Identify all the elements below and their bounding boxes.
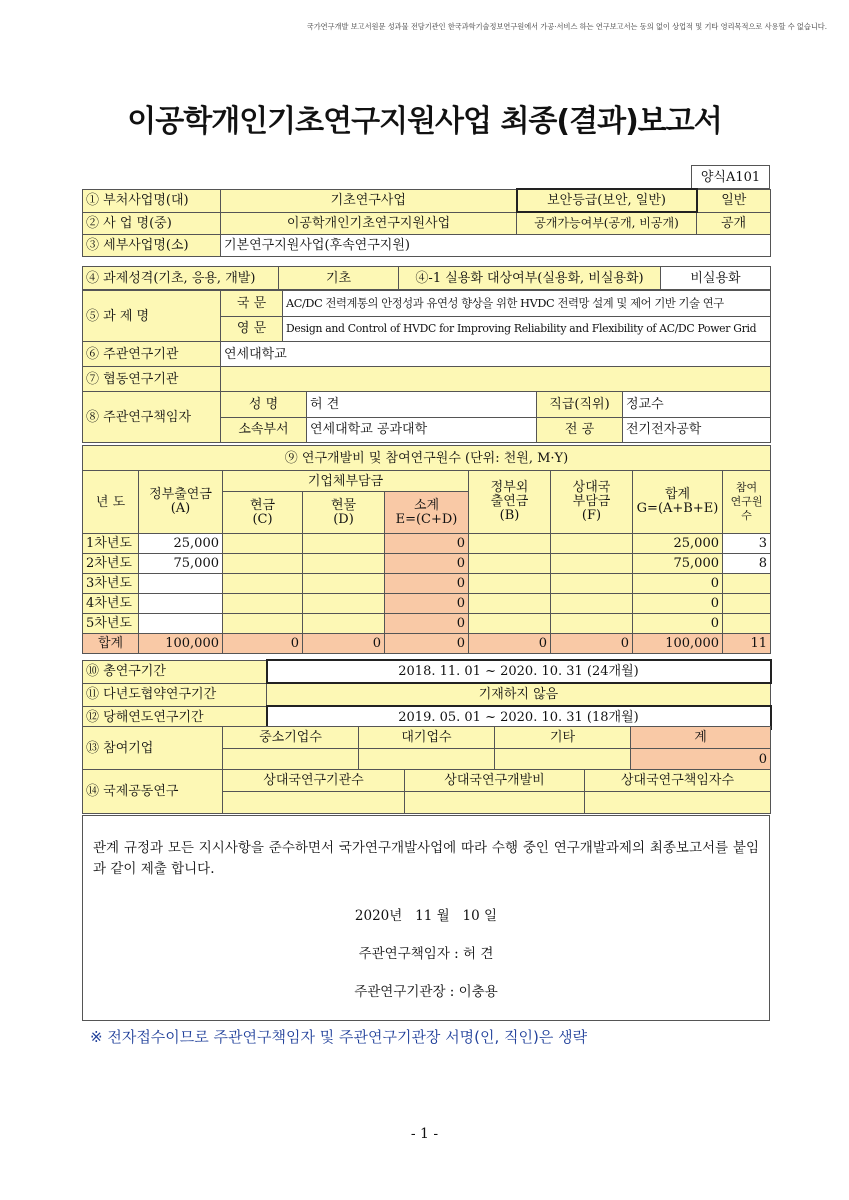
- project-type-value: 기초: [279, 267, 399, 290]
- col-sub: 소계 E=(C+D): [385, 492, 469, 534]
- declaration-text: 관계 규정과 모든 지시사항을 준수하면서 국가연구개발사업에 따라 수행 중인 연구개발과제의 최종보고서를 붙임과 같이 제출 합니다.: [93, 840, 759, 877]
- budget-cell-other: [469, 574, 551, 594]
- sme-label: 중소기업수: [223, 727, 359, 749]
- other-label: 기타: [495, 727, 631, 749]
- budget-cell-cash: [223, 614, 303, 634]
- companies-total-value: 0: [631, 749, 771, 771]
- budget-cell-gov: 100,000: [139, 634, 223, 654]
- budget-cell-cash: [223, 534, 303, 554]
- project-info-table: [82, 188, 771, 257]
- budget-cell-cash: [223, 574, 303, 594]
- commercialization-label: ④-1 실용화 대상여부(실용화, 비실용화): [399, 267, 661, 290]
- ministry-program-label: ① 부처사업명(대): [83, 189, 221, 212]
- budget-cell-staff: [723, 594, 771, 614]
- budget-cell-gov: [139, 574, 223, 594]
- pi-dept-label: 소속부서: [221, 417, 307, 443]
- security-value: 일반: [697, 189, 771, 212]
- pi-major-label: 전 공: [537, 417, 623, 443]
- budget-row: [83, 534, 771, 554]
- lead-institution-value: 연세대학교: [221, 342, 771, 367]
- budget-cell-kind: [303, 594, 385, 614]
- col-corp: 기업체부담금: [223, 471, 469, 492]
- companies-table: [82, 726, 771, 771]
- budget-cell-partner: [551, 574, 633, 594]
- col-year: 년 도: [83, 471, 139, 534]
- budget-cell-gov: 25,000: [139, 534, 223, 554]
- budget-cell-gov: [139, 614, 223, 634]
- intl-cost-label: 상대국연구개발비: [405, 770, 585, 792]
- multi-year-value: 기재하지 않음: [267, 683, 771, 706]
- budget-cell-cash: 0: [223, 634, 303, 654]
- budget-cell-sub: 0: [385, 614, 469, 634]
- disclosure-label: 공개가능여부(공개, 비공개): [517, 212, 697, 235]
- project-title-table: [82, 290, 771, 342]
- coop-institution-label: ⑦ 협동연구기관: [83, 367, 221, 392]
- english-title-label: 영 문: [221, 316, 283, 342]
- budget-table: [82, 445, 771, 654]
- declaration-date: 2020년 11 월 10 일: [354, 908, 498, 924]
- budget-cell-total: 0: [633, 574, 723, 594]
- project-type-table: [82, 266, 771, 290]
- budget-cell-year: 2차년도: [83, 554, 139, 574]
- korean-title-value: AC/DC 전력계통의 안정성과 유연성 향상을 위한 HVDC 전력망 설계 및 제어 기반 기술 연구: [283, 291, 771, 317]
- multi-year-label: ⑪ 다년도협약연구기간: [83, 683, 267, 706]
- budget-cell-kind: [303, 574, 385, 594]
- intl-inst-value: [223, 792, 405, 814]
- budget-cell-staff: [723, 614, 771, 634]
- budget-cell-year: 5차년도: [83, 614, 139, 634]
- budget-cell-other: [469, 554, 551, 574]
- korean-title-label: 국 문: [221, 291, 283, 317]
- budget-cell-gov: 75,000: [139, 554, 223, 574]
- budget-cell-sub: 0: [385, 554, 469, 574]
- budget-cell-sub: 0: [385, 594, 469, 614]
- budget-cell-total: 0: [633, 594, 723, 614]
- budget-cell-kind: [303, 534, 385, 554]
- page-number: - 1 -: [410, 1126, 439, 1142]
- current-period-label: ⑫ 당해연도연구기간: [83, 706, 267, 729]
- declaration-pi: 주관연구책임자 : 허 견: [358, 946, 494, 962]
- large-value: [359, 749, 495, 771]
- col-staff: 참여 연구원수: [723, 471, 771, 534]
- budget-cell-kind: 0: [303, 634, 385, 654]
- pi-position-value: 정교수: [623, 392, 771, 418]
- sme-value: [223, 749, 359, 771]
- col-total: 합계 G=(A+B+E): [633, 471, 723, 534]
- pi-label: ⑧ 주관연구책임자: [83, 392, 221, 443]
- budget-row: [83, 614, 771, 634]
- budget-cell-other: 0: [469, 634, 551, 654]
- budget-cell-sub: 0: [385, 574, 469, 594]
- lead-institution-label: ⑥ 주관연구기관: [83, 342, 221, 367]
- commercialization-value: 비실용화: [661, 267, 771, 290]
- budget-cell-cash: [223, 554, 303, 574]
- col-other: 정부외 출연금 (B): [469, 471, 551, 534]
- pi-position-label: 직급(직위): [537, 392, 623, 418]
- budget-cell-staff: 11: [723, 634, 771, 654]
- intl-inst-label: 상대국연구기관수: [223, 770, 405, 792]
- budget-cell-year: 합계: [83, 634, 139, 654]
- budget-cell-partner: [551, 554, 633, 574]
- budget-cell-partner: [551, 534, 633, 554]
- disclosure-value: 공개: [697, 212, 771, 235]
- page-title: 이공학개인기초연구지원사업 최종(결과)보고서: [127, 104, 722, 139]
- budget-cell-kind: [303, 554, 385, 574]
- project-type-label: ④ 과제성격(기초, 응용, 개발): [83, 267, 279, 290]
- footnote: ※ 전자접수이므로 주관연구책임자 및 주관연구기관장 서명(인, 직인)은 생략: [90, 1028, 588, 1046]
- coop-institution-value: [221, 367, 771, 392]
- budget-cell-total: 0: [633, 614, 723, 634]
- declaration-box: [82, 815, 770, 1021]
- col-partner: 상대국 부담금 (F): [551, 471, 633, 534]
- budget-cell-cash: [223, 594, 303, 614]
- budget-sum-row: [83, 634, 771, 654]
- budget-cell-year: 3차년도: [83, 574, 139, 594]
- col-gov: 정부출연금 (A): [139, 471, 223, 534]
- intl-cost-value: [405, 792, 585, 814]
- budget-cell-kind: [303, 614, 385, 634]
- pi-major-value: 전기전자공학: [623, 417, 771, 443]
- subprogram-value: 기본연구지원사업(후속연구지원): [221, 235, 771, 257]
- large-label: 대기업수: [359, 727, 495, 749]
- budget-row: [83, 554, 771, 574]
- intl-pi-label: 상대국연구책임자수: [585, 770, 771, 792]
- institution-table: [82, 341, 771, 443]
- budget-cell-staff: 3: [723, 534, 771, 554]
- budget-cell-partner: [551, 594, 633, 614]
- budget-cell-total: 100,000: [633, 634, 723, 654]
- budget-cell-total: 75,000: [633, 554, 723, 574]
- budget-cell-year: 1차년도: [83, 534, 139, 554]
- total-period-label: ⑩ 총연구기간: [83, 660, 267, 683]
- companies-total-label: 계: [631, 727, 771, 749]
- ministry-program-value: 기초연구사업: [221, 189, 517, 212]
- budget-row: [83, 574, 771, 594]
- col-cash: 현금 (C): [223, 492, 303, 534]
- budget-cell-staff: 8: [723, 554, 771, 574]
- budget-cell-other: [469, 534, 551, 554]
- total-period-value: 2018. 11. 01 ~ 2020. 10. 31 (24개월): [267, 660, 771, 683]
- form-code-box: [691, 165, 770, 189]
- budget-cell-other: [469, 594, 551, 614]
- declaration-head: 주관연구기관장 : 이충용: [354, 984, 498, 1000]
- english-title-value: Design and Control of HVDC for Improving Reliability and Flexibility of AC/DC Power Grid: [283, 316, 771, 342]
- budget-cell-gov: [139, 594, 223, 614]
- project-title-label: ⑤ 과 제 명: [83, 291, 221, 342]
- budget-cell-partner: 0: [551, 634, 633, 654]
- budget-cell-partner: [551, 614, 633, 634]
- budget-cell-other: [469, 614, 551, 634]
- budget-header: ⑨ 연구개발비 및 참여연구원수 (단위: 천원, M·Y): [83, 446, 771, 471]
- intl-label: ⑭ 국제공동연구: [83, 770, 223, 814]
- companies-label: ⑬ 참여기업: [83, 727, 223, 771]
- copyright-notice: 국가연구개발 보고서원문 성과물 전담기관인 한국과학기술정보연구원에서 가공·서비스 하는 연구보고서는 동의 없이 상업적 및 기타 영리목적으로 사용할 수 없습니다.: [306, 22, 827, 31]
- other-value: [495, 749, 631, 771]
- budget-cell-year: 4차년도: [83, 594, 139, 614]
- budget-cell-sub: 0: [385, 634, 469, 654]
- budget-row: [83, 594, 771, 614]
- pi-name-label: 성 명: [221, 392, 307, 418]
- budget-cell-staff: [723, 574, 771, 594]
- current-period-value: 2019. 05. 01 ~ 2020. 10. 31 (18개월): [267, 706, 771, 729]
- intl-pi-value: [585, 792, 771, 814]
- periods-table: [82, 659, 772, 730]
- budget-cell-sub: 0: [385, 534, 469, 554]
- subprogram-label: ③ 세부사업명(소): [83, 235, 221, 257]
- program-name-label: ② 사 업 명(중): [83, 212, 221, 235]
- pi-dept-value: 연세대학교 공과대학: [307, 417, 537, 443]
- budget-cell-total: 25,000: [633, 534, 723, 554]
- pi-name-value: 허 견: [307, 392, 537, 418]
- security-label: 보안등급(보안, 일반): [517, 189, 697, 212]
- program-name-value: 이공학개인기초연구지원사업: [221, 212, 517, 235]
- intl-table: [82, 769, 771, 814]
- col-kind: 현물 (D): [303, 492, 385, 534]
- form-code: 양식A101: [692, 166, 770, 189]
